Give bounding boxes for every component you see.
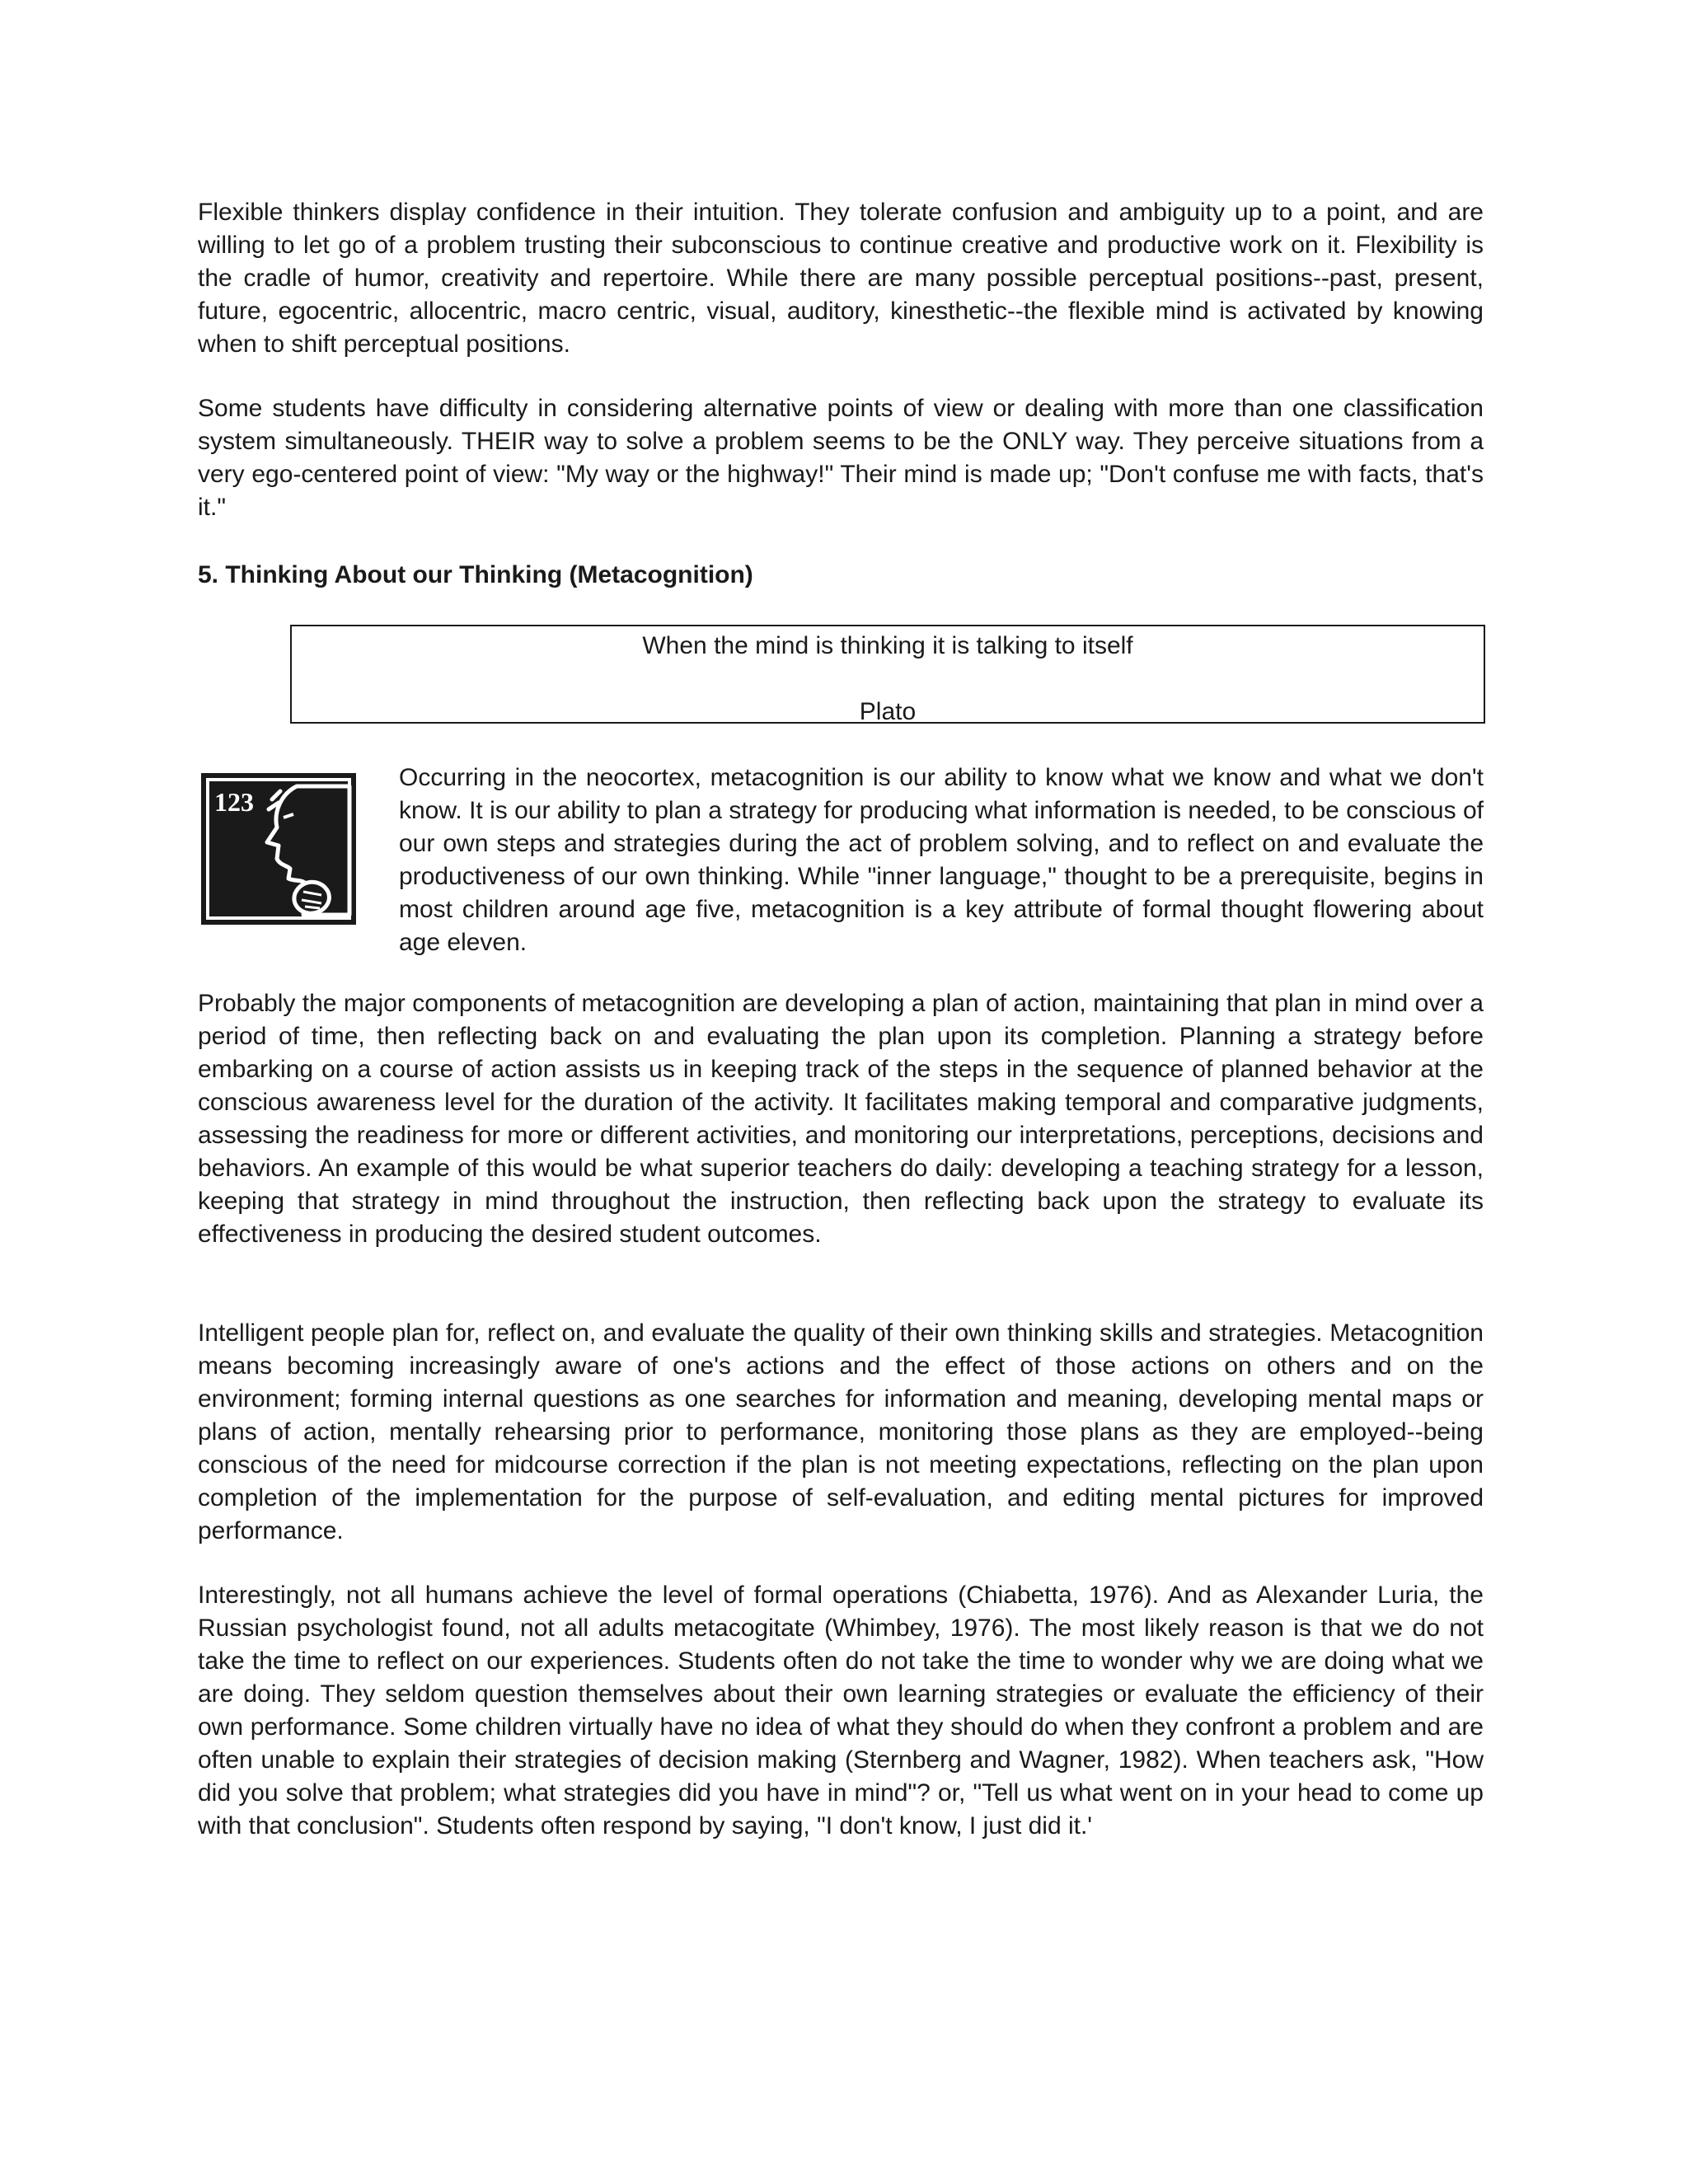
paragraph-alternative-views: Some students have difficulty in considering alternative points of view or dealing with more than one classification system simultaneously. THEIR way to solve a problem seems to be the ONLY way. They perceive situations from a very ego-centered point of view: "My way or the highway!" Their mind is made up; "Don't confuse me with facts, that's it.": [198, 395, 1484, 521]
paragraph-major-components: Probably the major components of metacognition are developing a plan of action, maintaining that plan in mind over a period of time, then reflecting back on and evaluating the plan upon its completion. Planning a strategy before embarking on a course of action assists us in keeping track of the steps in the sequence of planned behavior at the conscious awareness level for the duration of the activity. It facilitates making temporal and comparative judgments, assessing the readiness for more or different activities, and monitoring our interpretations, perceptions, decisions and behaviors. An example of this would be what superior teachers do daily: developing a teaching strategy for a lesson, keeping that strategy in mind throughout the instruction, then reflecting back upon the strategy to evaluate its effectiveness in producing the desired student outcomes.: [198, 990, 1484, 1248]
paragraph-intelligent-people: Intelligent people plan for, reflect on, and evaluate the quality of their own thinking skills and strategies. Metacognition means becoming increasingly aware of one's actions and the effect of those actions on others and on the environment; forming internal questions as one searches for information and meaning, developing mental maps or plans of action, mentally rehearsing prior to performance, monitoring those plans as they are employed--being conscious of the need for midcourse correction if the plan is not meeting expectations, reflecting on the plan upon completion of the implementation for the purpose of self-evaluation, and editing mental pictures for improved performance.: [198, 1319, 1484, 1544]
paragraph-formal-operations: Interestingly, not all humans achieve the level of formal operations (Chiabetta, 1976). And as Alexander Luria, the Russian psychologist found, not all adults metacogitate (Whimbey, 1976). The most likely reason is that we do not take the time to reflect on our experiences. Students often do not take the time to wonder why we are doing what we are doing. They seldom question themselves about their own learning strategies or evaluate the efficiency of their own performance. Some children virtually have no idea of what they should do when they confront a problem and are often unable to explain their strategies of decision making (Sternberg and Wagner, 1982). When teachers ask, "How did you solve that problem; what strategies did you have in mind"? or, "Tell us what went on in your head to come up with that conclusion". Students often respond by saying, "I don't know, I just did it.': [198, 1582, 1484, 1840]
figure-numbers: 123: [214, 787, 254, 817]
quote-author: Plato: [859, 698, 917, 725]
metacognition-head-icon: [198, 770, 359, 928]
quote-box: [290, 625, 1485, 724]
paragraph-metacognition-definition: Occurring in the neocortex, metacognition is our ability to know what we know and what we don't know. It is our ability to plan a strategy for producing what information is needed, to be conscious of our own steps and strategies during the act of problem solving, and to reflect on and evaluate the productiveness of our own thinking. While "inner language," thought to be a prerequisite, begins in most children around age five, metacognition is a key attribute of formal thought flowering about age eleven.: [399, 764, 1484, 956]
paragraph-flexible-thinkers: Flexible thinkers display confidence in their intuition. They tolerate confusion and ambiguity up to a point, and are willing to let go of a problem trusting their subconscious to continue creative and productive work on it. Flexibility is the cradle of humor, creativity and repertoire. While there are many possible perceptual positions--past, present, future, egocentric, allocentric, macro centric, visual, auditory, kinesthetic--the flexible mind is activated by knowing when to shift perceptual positions.: [198, 199, 1484, 358]
section-heading: 5. Thinking About our Thinking (Metacognition): [198, 561, 753, 588]
quote-text: When the mind is thinking it is talking to itself: [642, 632, 1133, 659]
